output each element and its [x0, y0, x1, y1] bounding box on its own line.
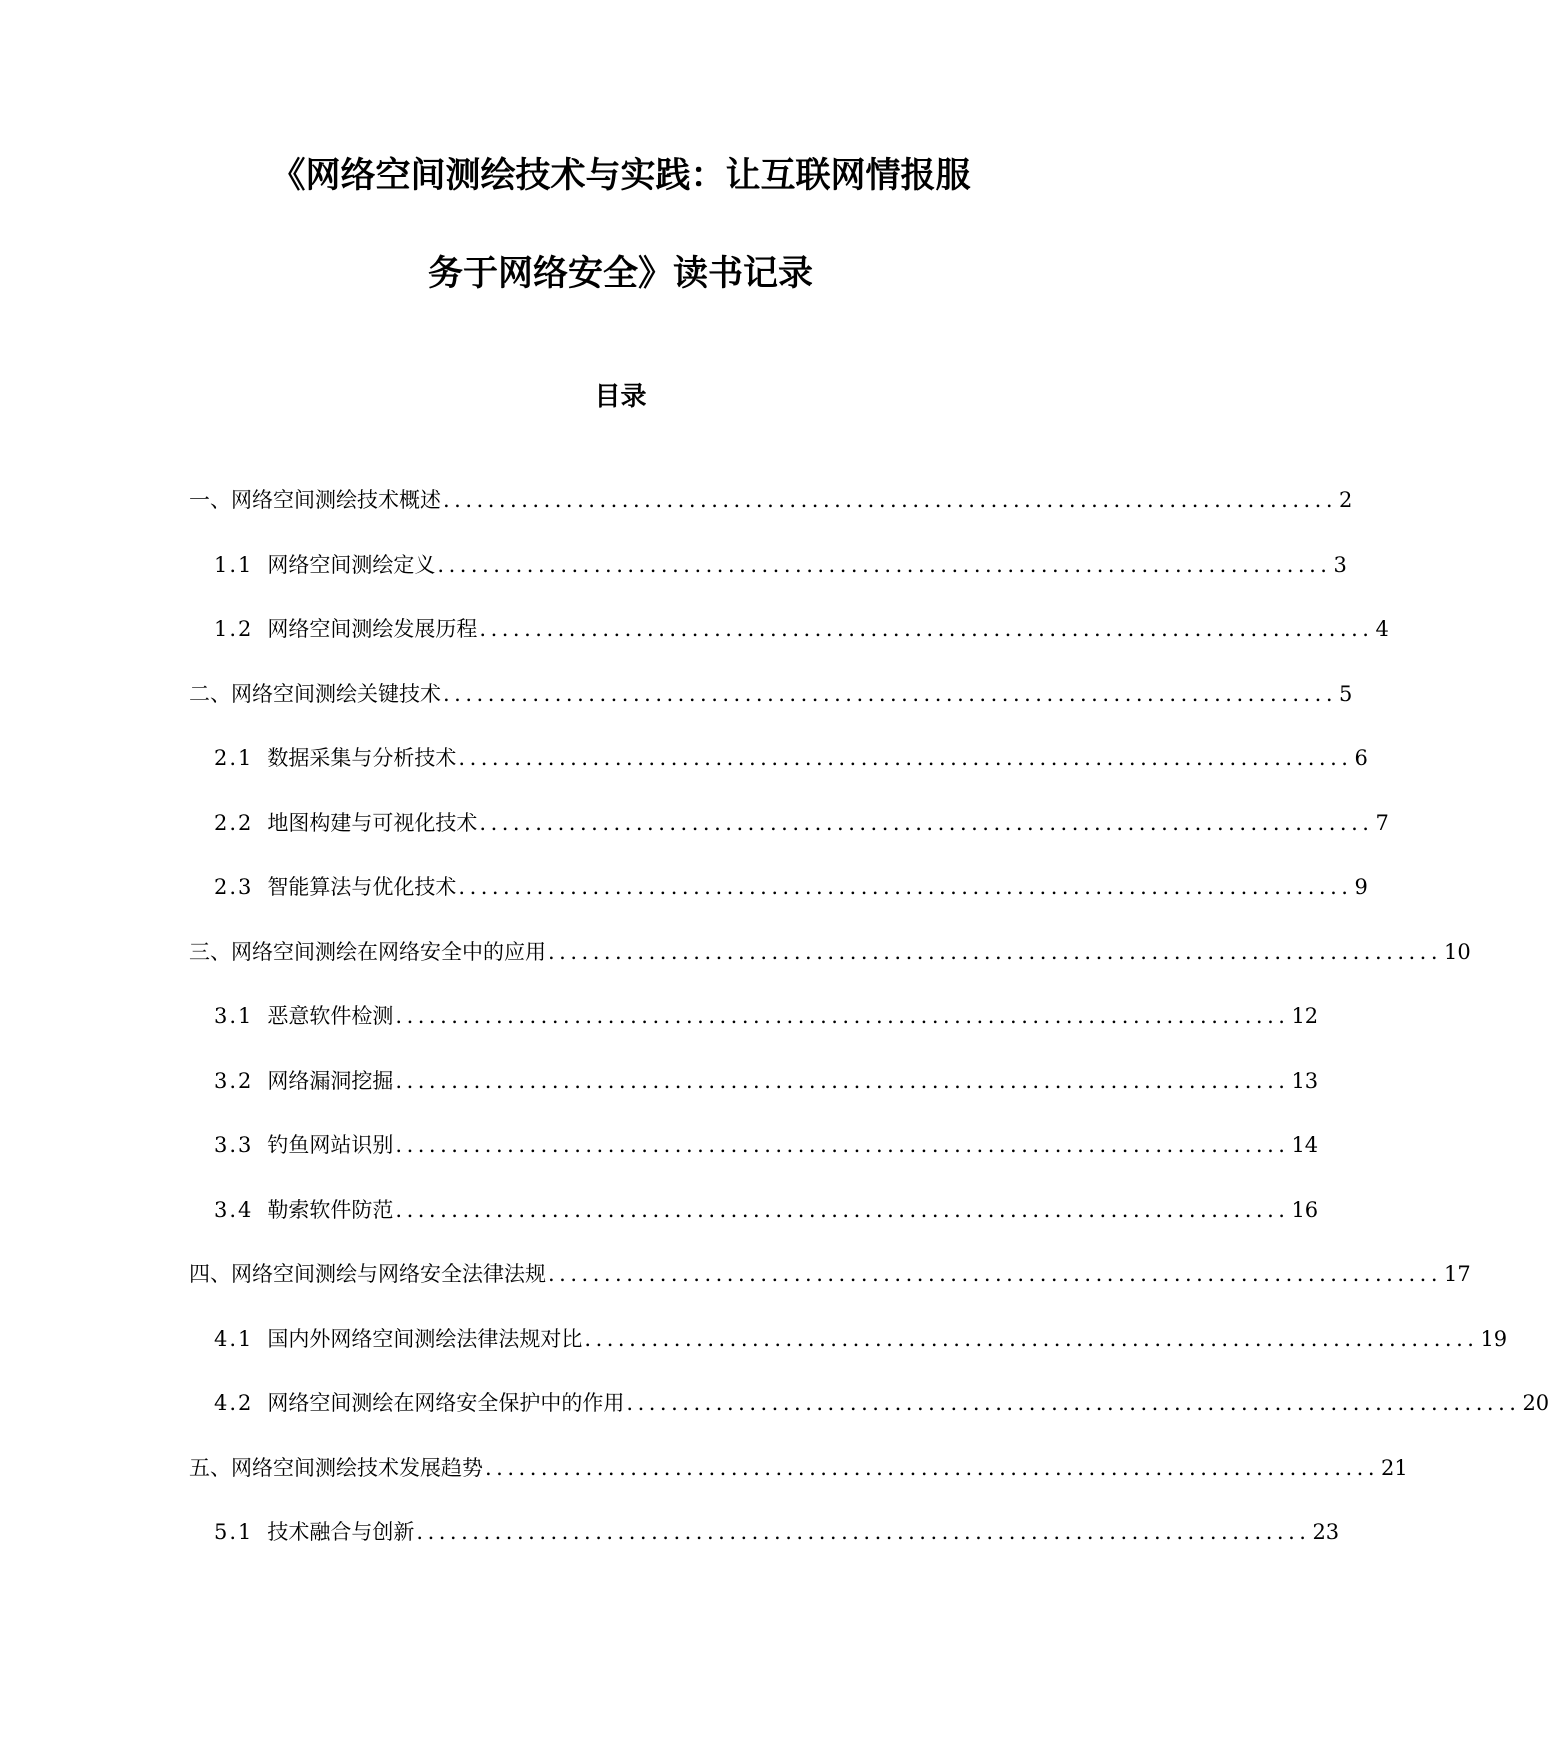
- toc-dot-leader: ................................................................................: [395, 1133, 1290, 1157]
- toc-entry-label: 网络漏洞挖掘: [267, 1068, 394, 1093]
- toc-entry-label: 网络空间测绘定义: [267, 552, 436, 577]
- toc-entry[interactable]: [214, 1517, 1340, 1547]
- toc-entry[interactable]: [189, 679, 1353, 709]
- toc-entry[interactable]: [214, 1001, 1319, 1031]
- toc-dot-leader: ................................................................................: [458, 746, 1353, 770]
- toc-entry-label: 地图构建与可视化技术: [267, 810, 478, 835]
- toc-entry-page-number: 6: [1354, 746, 1368, 770]
- toc-entry-page-number: 20: [1522, 1391, 1549, 1415]
- toc-entry-number: 4.2: [214, 1391, 254, 1415]
- toc-entry[interactable]: [214, 872, 1368, 902]
- toc-entry-page-number: 23: [1312, 1520, 1340, 1544]
- toc-entry-page-number: 13: [1291, 1068, 1319, 1093]
- toc-entry-label: 钓鱼网站识别: [267, 1133, 394, 1157]
- toc-entry-number: 3.1: [214, 1004, 254, 1028]
- toc-entry-page-number: 16: [1291, 1197, 1319, 1222]
- toc-entry-label: 技术融合与创新: [267, 1520, 415, 1544]
- toc-entry-number: 3.2: [214, 1068, 254, 1093]
- toc-dot-leader: ................................................................................: [479, 617, 1374, 641]
- toc-dot-leader: ................................................................................: [584, 1326, 1479, 1351]
- toc-dot-leader: ................................................................................: [479, 810, 1374, 835]
- toc-heading: 目录: [594, 382, 647, 412]
- toc-entry-number: 4.1: [214, 1326, 254, 1351]
- toc-entry-number: 3.4: [214, 1197, 254, 1222]
- toc-entry-page-number: 17: [1444, 1262, 1471, 1286]
- toc-entry-label: 网络空间测绘发展历程: [267, 617, 478, 641]
- toc-entry[interactable]: [214, 1195, 1319, 1225]
- toc-entry-page-number: 3: [1333, 552, 1347, 577]
- toc-entry-number: 5.1: [214, 1520, 254, 1544]
- toc-entry-label: 二、网络空间测绘关键技术: [189, 681, 441, 706]
- toc-entry-label: 国内外网络空间测绘法律法规对比: [267, 1326, 583, 1351]
- toc-entry-number: 2.3: [214, 875, 254, 899]
- toc-entry[interactable]: [189, 485, 1353, 515]
- toc-entry[interactable]: [214, 1066, 1319, 1096]
- toc-entry-label: 五、网络空间测绘技术发展趋势: [189, 1455, 483, 1480]
- toc-entry-number: 2.2: [214, 810, 254, 835]
- toc-entry-label: 勒索软件防范: [267, 1197, 394, 1222]
- toc-entry[interactable]: [214, 1130, 1319, 1160]
- toc-entry[interactable]: [214, 614, 1389, 644]
- toc-dot-leader: ................................................................................: [395, 1197, 1290, 1222]
- toc-dot-leader: ................................................................................: [548, 1262, 1443, 1286]
- toc-dot-leader: ................................................................................: [443, 488, 1338, 512]
- toc-dot-leader: ................................................................................: [437, 552, 1332, 577]
- toc-entry-label: 数据采集与分析技术: [267, 746, 457, 770]
- toc-entry-page-number: 19: [1480, 1326, 1508, 1351]
- toc-entry-label: 一、网络空间测绘技术概述: [189, 488, 441, 512]
- toc-entry-number: 2.1: [214, 746, 254, 770]
- toc-entry-label: 四、网络空间测绘与网络安全法律法规: [189, 1262, 546, 1286]
- toc-dot-leader: ................................................................................: [416, 1520, 1311, 1544]
- toc-entry[interactable]: [189, 1259, 1471, 1289]
- toc-entry[interactable]: [189, 1453, 1408, 1483]
- toc-dot-leader: ................................................................................: [626, 1391, 1521, 1415]
- toc-entry[interactable]: [214, 743, 1368, 773]
- toc-entry-page-number: 2: [1339, 488, 1353, 512]
- document-title-line-1: 《网络空间测绘技术与实践：让互联网情报服: [270, 156, 971, 196]
- toc-entry-page-number: 21: [1381, 1455, 1408, 1480]
- toc-entry-label: 恶意软件检测: [267, 1004, 394, 1028]
- toc-entry-page-number: 4: [1375, 617, 1389, 641]
- toc-entry[interactable]: [189, 937, 1471, 967]
- toc-entry-page-number: 10: [1444, 939, 1471, 964]
- toc-dot-leader: ................................................................................: [443, 681, 1338, 706]
- toc-dot-leader: ................................................................................: [548, 939, 1443, 964]
- toc-entry-number: 3.3: [214, 1133, 254, 1157]
- toc-entry-number: 1.1: [214, 552, 254, 577]
- toc-entry[interactable]: [214, 1324, 1508, 1354]
- toc-dot-leader: ................................................................................: [395, 1004, 1290, 1028]
- toc-dot-leader: ................................................................................: [485, 1455, 1380, 1480]
- toc-entry[interactable]: [214, 808, 1389, 838]
- toc-entry-label: 智能算法与优化技术: [267, 875, 457, 899]
- toc-entry-page-number: 9: [1354, 875, 1368, 899]
- toc-dot-leader: ................................................................................: [395, 1068, 1290, 1093]
- toc-entry-label: 三、网络空间测绘在网络安全中的应用: [189, 939, 546, 964]
- toc-entry-number: 1.2: [214, 617, 254, 641]
- toc-entry[interactable]: [214, 550, 1347, 580]
- toc-entry[interactable]: [214, 1388, 1549, 1418]
- toc-entry-page-number: 5: [1339, 681, 1353, 706]
- toc-entry-page-number: 14: [1291, 1133, 1319, 1157]
- toc-entry-page-number: 7: [1375, 810, 1389, 835]
- document-title-line-2: 务于网络安全》读书记录: [427, 254, 813, 294]
- toc-entry-label: 网络空间测绘在网络安全保护中的作用: [267, 1391, 625, 1415]
- toc-dot-leader: ................................................................................: [458, 875, 1353, 899]
- toc-entry-page-number: 12: [1291, 1004, 1319, 1028]
